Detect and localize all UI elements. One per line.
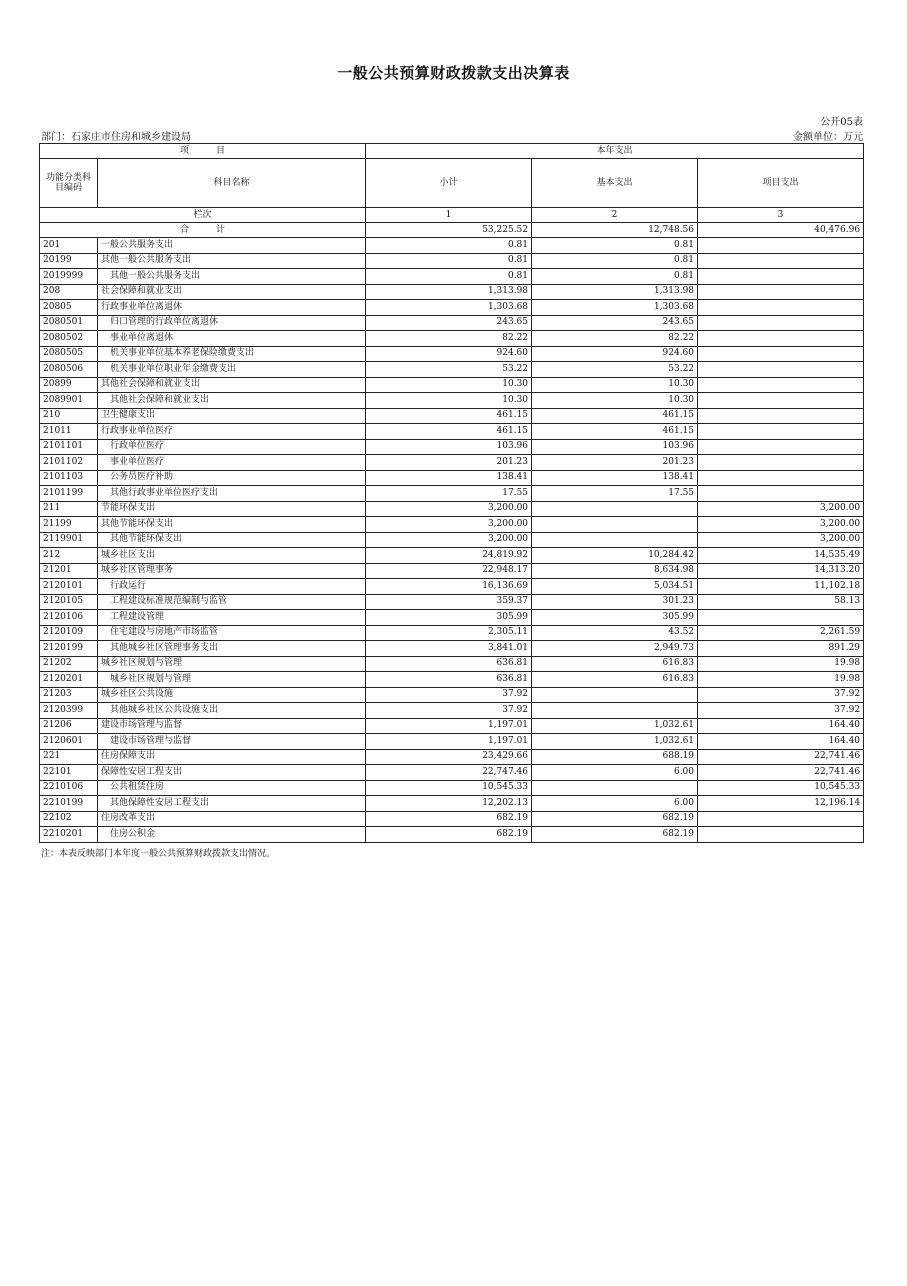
row-subtotal: 138.41 (366, 470, 532, 486)
row-subject-name: 行政单位医疗 (98, 439, 366, 455)
row-basic-expense: 0.81 (532, 238, 698, 254)
table-row (40, 749, 864, 765)
row-code: 21206 (40, 718, 98, 734)
row-subtotal: 243.65 (366, 315, 532, 331)
table-row (40, 641, 864, 657)
row-code: 2120101 (40, 579, 98, 595)
row-subtotal: 359.37 (366, 594, 532, 610)
row-code: 2210199 (40, 796, 98, 812)
row-subject-name: 归口管理的行政单位离退休 (98, 315, 366, 331)
row-subject-name: 公务员医疗补助 (98, 470, 366, 486)
row-code: 22101 (40, 765, 98, 781)
table-row (40, 672, 864, 688)
row-code: 208 (40, 284, 98, 300)
row-subtotal: 1,197.01 (366, 734, 532, 750)
row-code: 2101103 (40, 470, 98, 486)
row-subject-name: 其他行政事业单位医疗支出 (98, 486, 366, 502)
row-subject-name: 住房公积金 (98, 827, 366, 843)
row-code: 2210106 (40, 780, 98, 796)
row-subject-name: 其他社会保障和就业支出 (98, 377, 366, 393)
row-subtotal: 1,313.98 (366, 284, 532, 300)
row-project-expense: 164.40 (698, 718, 864, 734)
row-subject-name: 行政运行 (98, 579, 366, 595)
row-subtotal: 12,202.13 (366, 796, 532, 812)
row-subject-name: 机关事业单位职业年金缴费支出 (98, 362, 366, 378)
row-basic-expense: 82.22 (532, 331, 698, 347)
row-basic-expense: 138.41 (532, 470, 698, 486)
row-subject-name: 建设市场管理与监督 (98, 718, 366, 734)
row-code: 2101101 (40, 439, 98, 455)
row-subject-name: 工程建设标准规范编制与监管 (98, 594, 366, 610)
row-subtotal: 305.99 (366, 610, 532, 626)
row-subtotal: 1,197.01 (366, 718, 532, 734)
row-basic-expense: 43.52 (532, 625, 698, 641)
row-basic-expense: 1,032.61 (532, 718, 698, 734)
column-index-2: 2 (532, 208, 698, 223)
row-code: 2120105 (40, 594, 98, 610)
row-subject-name: 事业单位离退休 (98, 331, 366, 347)
year-expense-header: 本年支出 (366, 144, 864, 159)
row-code: 2080506 (40, 362, 98, 378)
table-row (40, 827, 864, 843)
table-row (40, 625, 864, 641)
row-project-expense: 22,741.46 (698, 749, 864, 765)
row-subtotal: 3,200.00 (366, 501, 532, 517)
row-subject-name: 事业单位医疗 (98, 455, 366, 471)
row-subject-name: 城乡社区规划与管理 (98, 672, 366, 688)
row-code: 20899 (40, 377, 98, 393)
row-basic-expense: 201.23 (532, 455, 698, 471)
row-subject-name: 住宅建设与房地产市场监管 (98, 625, 366, 641)
table-row (40, 563, 864, 579)
row-subject-name: 社会保障和就业支出 (98, 284, 366, 300)
column-index-label: 栏次 (40, 208, 366, 223)
row-code: 2080505 (40, 346, 98, 362)
row-subject-name: 其他社会保障和就业支出 (98, 393, 366, 409)
table-row (40, 765, 864, 781)
row-code: 2019999 (40, 269, 98, 285)
row-code: 2120199 (40, 641, 98, 657)
row-code: 2120106 (40, 610, 98, 626)
row-code: 21201 (40, 563, 98, 579)
row-subtotal: 461.15 (366, 424, 532, 440)
row-subtotal: 3,841.01 (366, 641, 532, 657)
row-project-expense: 58.13 (698, 594, 864, 610)
row-basic-expense (532, 687, 698, 703)
total-basic: 12,748.56 (532, 223, 698, 238)
row-subject-name: 其他节能环保支出 (98, 517, 366, 533)
row-subject-name: 建设市场管理与监督 (98, 734, 366, 750)
row-subject-name: 节能环保支出 (98, 501, 366, 517)
total-row (40, 223, 864, 238)
row-code: 20199 (40, 253, 98, 269)
row-project-expense (698, 300, 864, 316)
row-basic-expense: 243.65 (532, 315, 698, 331)
table-row (40, 501, 864, 517)
table-row (40, 362, 864, 378)
row-basic-expense: 10.30 (532, 393, 698, 409)
row-code: 20805 (40, 300, 98, 316)
row-subtotal: 10.30 (366, 377, 532, 393)
row-subject-name: 住房改革支出 (98, 811, 366, 827)
row-subtotal: 0.81 (366, 269, 532, 285)
table-row (40, 315, 864, 331)
row-subtotal: 24,819.92 (366, 548, 532, 564)
code-header: 功能分类科目编码 (40, 159, 98, 208)
row-subject-name: 机关事业单位基本养老保险缴费支出 (98, 346, 366, 362)
column-index-3: 3 (698, 208, 864, 223)
row-subtotal: 3,200.00 (366, 517, 532, 533)
row-subtotal: 1,303.68 (366, 300, 532, 316)
subject-name-header: 科目名称 (98, 159, 366, 208)
table-row (40, 238, 864, 254)
row-code: 2210201 (40, 827, 98, 843)
table-row (40, 579, 864, 595)
row-subtotal: 636.81 (366, 656, 532, 672)
row-subtotal: 636.81 (366, 672, 532, 688)
table-row (40, 517, 864, 533)
row-basic-expense: 8,634.98 (532, 563, 698, 579)
row-code: 221 (40, 749, 98, 765)
table-row (40, 253, 864, 269)
row-subtotal: 37.92 (366, 687, 532, 703)
row-subtotal: 3,200.00 (366, 532, 532, 548)
row-project-expense: 37.92 (698, 687, 864, 703)
row-subtotal: 2,305.11 (366, 625, 532, 641)
row-project-expense (698, 393, 864, 409)
row-subtotal: 23,429.66 (366, 749, 532, 765)
row-code: 21199 (40, 517, 98, 533)
row-code: 2089901 (40, 393, 98, 409)
row-subject-name: 其他一般公共服务支出 (98, 269, 366, 285)
row-code: 2120601 (40, 734, 98, 750)
row-subject-name: 住房保障支出 (98, 749, 366, 765)
row-subtotal: 0.81 (366, 238, 532, 254)
row-code: 2101199 (40, 486, 98, 502)
row-project-expense (698, 253, 864, 269)
row-basic-expense: 924.60 (532, 346, 698, 362)
table-row (40, 269, 864, 285)
row-basic-expense: 0.81 (532, 253, 698, 269)
table-row (40, 377, 864, 393)
row-basic-expense: 1,032.61 (532, 734, 698, 750)
row-subtotal: 201.23 (366, 455, 532, 471)
row-basic-expense: 10.30 (532, 377, 698, 393)
row-code: 2080502 (40, 331, 98, 347)
row-code: 2119901 (40, 532, 98, 548)
table-row (40, 470, 864, 486)
row-subject-name: 卫生健康支出 (98, 408, 366, 424)
table-row (40, 408, 864, 424)
row-basic-expense: 305.99 (532, 610, 698, 626)
table-row (40, 610, 864, 626)
row-subtotal: 82.22 (366, 331, 532, 347)
row-subject-name: 行政事业单位离退休 (98, 300, 366, 316)
table-row (40, 439, 864, 455)
row-project-expense: 37.92 (698, 703, 864, 719)
row-project-expense: 2,261.59 (698, 625, 864, 641)
amount-unit-label: 金额单位：万元 (793, 132, 863, 143)
table-note: 注：本表反映部门本年度一般公共预算财政拨款支出情况。 (41, 849, 276, 859)
row-subject-name: 保障性安居工程支出 (98, 765, 366, 781)
row-basic-expense: 616.83 (532, 672, 698, 688)
row-project-expense (698, 827, 864, 843)
row-subject-name: 城乡社区管理事务 (98, 563, 366, 579)
row-subtotal: 103.96 (366, 439, 532, 455)
row-subtotal: 16,136.69 (366, 579, 532, 595)
row-project-expense (698, 269, 864, 285)
row-code: 21203 (40, 687, 98, 703)
table-row (40, 548, 864, 564)
row-project-expense: 14,313.20 (698, 563, 864, 579)
row-subject-name: 城乡社区公共设施 (98, 687, 366, 703)
department-label: 部门：石家庄市住房和城乡建设局 (41, 132, 191, 143)
row-code: 2101102 (40, 455, 98, 471)
table-row (40, 455, 864, 471)
row-project-expense (698, 284, 864, 300)
row-code: 22102 (40, 811, 98, 827)
row-basic-expense: 6.00 (532, 765, 698, 781)
row-project-expense (698, 377, 864, 393)
table-row (40, 811, 864, 827)
row-subtotal: 0.81 (366, 253, 532, 269)
row-basic-expense (532, 780, 698, 796)
row-subtotal: 461.15 (366, 408, 532, 424)
row-subject-name: 工程建设管理 (98, 610, 366, 626)
row-subject-name: 城乡社区支出 (98, 548, 366, 564)
row-project-expense (698, 439, 864, 455)
row-basic-expense: 688.19 (532, 749, 698, 765)
row-subtotal: 924.60 (366, 346, 532, 362)
row-basic-expense: 301.23 (532, 594, 698, 610)
row-project-expense: 3,200.00 (698, 517, 864, 533)
row-subject-name: 其他保障性安居工程支出 (98, 796, 366, 812)
expenditure-table (39, 143, 864, 843)
row-subtotal: 53.22 (366, 362, 532, 378)
row-project-expense (698, 811, 864, 827)
row-project-expense: 12,196.14 (698, 796, 864, 812)
row-code: 211 (40, 501, 98, 517)
row-code: 210 (40, 408, 98, 424)
row-project-expense: 22,741.46 (698, 765, 864, 781)
row-subject-name: 公共租赁住房 (98, 780, 366, 796)
row-project-expense (698, 470, 864, 486)
row-basic-expense: 1,313.98 (532, 284, 698, 300)
table-row (40, 718, 864, 734)
table-row (40, 796, 864, 812)
row-subtotal: 682.19 (366, 811, 532, 827)
item-header: 项 目 (40, 144, 366, 159)
form-number: 公开05表 (820, 117, 863, 128)
row-basic-expense: 461.15 (532, 424, 698, 440)
row-basic-expense: 682.19 (532, 827, 698, 843)
row-basic-expense (532, 501, 698, 517)
row-project-expense: 3,200.00 (698, 532, 864, 548)
row-subject-name: 一般公共服务支出 (98, 238, 366, 254)
table-row (40, 424, 864, 440)
table-row (40, 331, 864, 347)
row-basic-expense (532, 517, 698, 533)
total-label: 合 计 (40, 223, 366, 238)
table-row (40, 393, 864, 409)
total-project: 40,476.96 (698, 223, 864, 238)
row-basic-expense: 461.15 (532, 408, 698, 424)
row-code: 212 (40, 548, 98, 564)
table-row (40, 300, 864, 316)
row-subject-name: 其他城乡社区管理事务支出 (98, 641, 366, 657)
row-basic-expense: 53.22 (532, 362, 698, 378)
row-project-expense: 19.98 (698, 656, 864, 672)
table-row (40, 734, 864, 750)
table-row (40, 703, 864, 719)
row-basic-expense: 2,949.73 (532, 641, 698, 657)
row-basic-expense: 6.00 (532, 796, 698, 812)
row-subject-name: 其他节能环保支出 (98, 532, 366, 548)
table-row (40, 346, 864, 362)
row-project-expense (698, 346, 864, 362)
row-project-expense: 11,102.18 (698, 579, 864, 595)
row-subtotal: 10,545.33 (366, 780, 532, 796)
row-basic-expense: 0.81 (532, 269, 698, 285)
row-project-expense (698, 424, 864, 440)
row-project-expense: 164.40 (698, 734, 864, 750)
row-basic-expense (532, 532, 698, 548)
row-subject-name: 其他城乡社区公共设施支出 (98, 703, 366, 719)
column-index-1: 1 (366, 208, 532, 223)
row-basic-expense: 616.83 (532, 656, 698, 672)
row-basic-expense: 10,284.42 (532, 548, 698, 564)
row-code: 2080501 (40, 315, 98, 331)
row-project-expense (698, 610, 864, 626)
row-code: 2120201 (40, 672, 98, 688)
row-subject-name: 行政事业单位医疗 (98, 424, 366, 440)
row-basic-expense: 5,034.51 (532, 579, 698, 595)
row-code: 2120109 (40, 625, 98, 641)
row-project-expense (698, 315, 864, 331)
row-code: 2120399 (40, 703, 98, 719)
row-subtotal: 37.92 (366, 703, 532, 719)
page-title: 一般公共预算财政拨款支出决算表 (337, 64, 570, 82)
row-basic-expense: 103.96 (532, 439, 698, 455)
row-project-expense (698, 408, 864, 424)
row-project-expense (698, 455, 864, 471)
table-row (40, 687, 864, 703)
row-project-expense (698, 238, 864, 254)
row-code: 21202 (40, 656, 98, 672)
subtotal-header: 小计 (366, 159, 532, 208)
row-project-expense: 10,545.33 (698, 780, 864, 796)
row-subtotal: 22,747.46 (366, 765, 532, 781)
row-basic-expense (532, 703, 698, 719)
row-basic-expense: 17.55 (532, 486, 698, 502)
row-basic-expense: 1,303.68 (532, 300, 698, 316)
table-row (40, 594, 864, 610)
row-project-expense: 19.98 (698, 672, 864, 688)
row-subtotal: 17.55 (366, 486, 532, 502)
table-row (40, 656, 864, 672)
row-project-expense (698, 331, 864, 347)
row-project-expense (698, 486, 864, 502)
row-project-expense: 14,535.49 (698, 548, 864, 564)
row-subtotal: 10.30 (366, 393, 532, 409)
table-row (40, 284, 864, 300)
total-subtotal: 53,225.52 (366, 223, 532, 238)
row-project-expense (698, 362, 864, 378)
row-project-expense: 891.29 (698, 641, 864, 657)
table-row (40, 486, 864, 502)
row-subtotal: 682.19 (366, 827, 532, 843)
project-expense-header: 项目支出 (698, 159, 864, 208)
row-basic-expense: 682.19 (532, 811, 698, 827)
basic-expense-header: 基本支出 (532, 159, 698, 208)
row-subtotal: 22,948.17 (366, 563, 532, 579)
table-row (40, 532, 864, 548)
row-code: 201 (40, 238, 98, 254)
row-subject-name: 城乡社区规划与管理 (98, 656, 366, 672)
row-project-expense: 3,200.00 (698, 501, 864, 517)
row-code: 21011 (40, 424, 98, 440)
table-row (40, 780, 864, 796)
row-subject-name: 其他一般公共服务支出 (98, 253, 366, 269)
